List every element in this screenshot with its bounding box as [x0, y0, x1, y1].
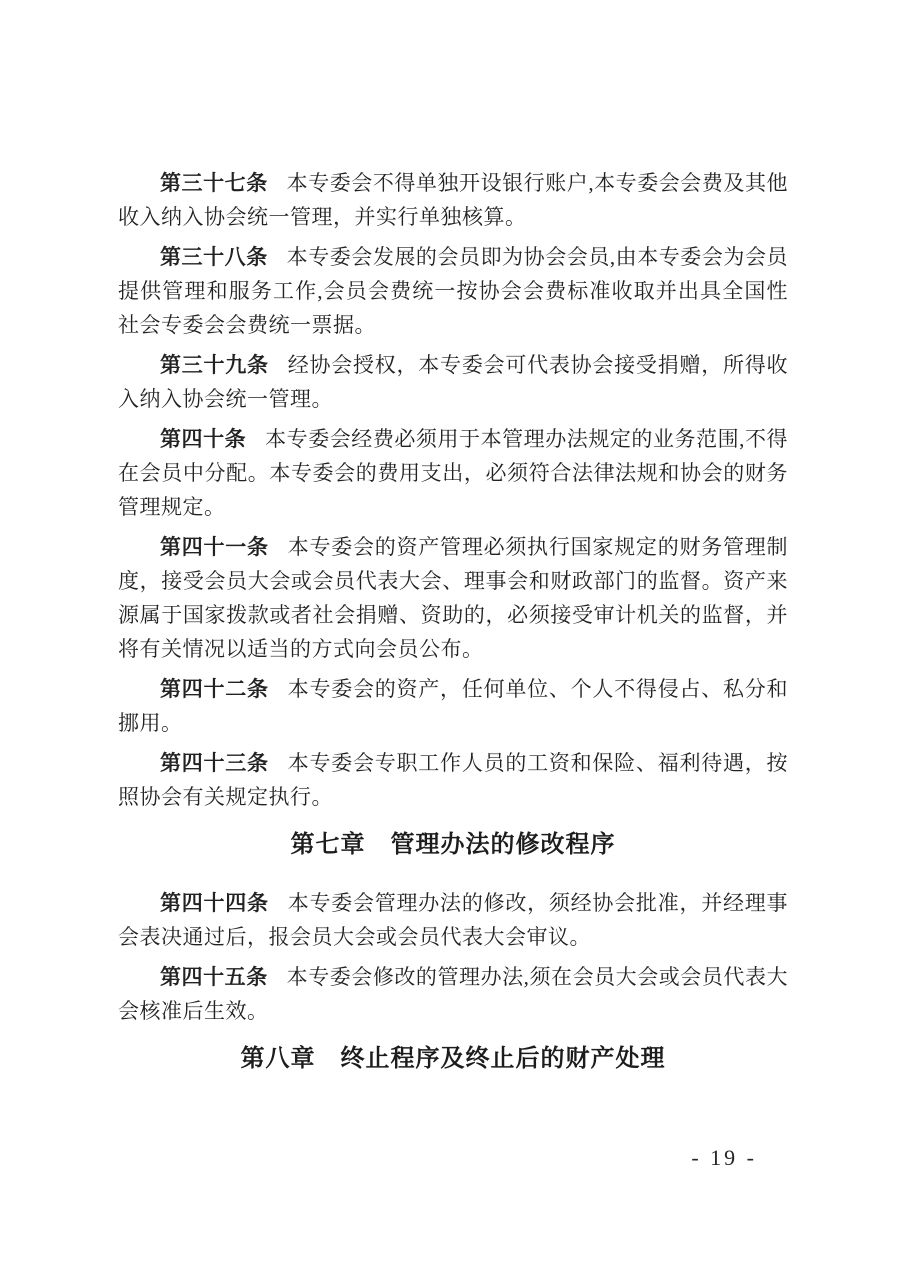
- article-39-number: 第三十九条: [160, 353, 269, 377]
- article-43: [118, 746, 788, 814]
- article-42: [118, 672, 788, 740]
- chapter-7-heading: 第七章 管理办法的修改程序: [290, 831, 616, 858]
- page-number: - 19 -: [691, 1145, 757, 1170]
- article-44: [118, 886, 788, 954]
- article-40-number: 第四十条: [160, 427, 247, 451]
- article-45: [118, 960, 788, 1028]
- article-38-number: 第三十八条: [160, 245, 268, 269]
- article-39: [118, 348, 788, 416]
- article-40-text: 本专委会经费必须用于本管理办法规定的业务范围,不得在会员中分配。本专委会的费用支出，必须符合法律法规和协会的财务管理规定。: [118, 427, 789, 519]
- article-41: [118, 530, 788, 666]
- article-41-number: 第四十一条: [160, 535, 269, 559]
- chapter-8-heading: 第八章 终止程序及终止后的财产处理: [240, 1045, 666, 1072]
- article-37: [118, 166, 788, 234]
- article-42-number: 第四十二条: [160, 677, 269, 701]
- article-43-text: 本专委会专职工作人员的工资和保险、福利待遇，按照协会有关规定执行。: [118, 751, 789, 809]
- article-38-text: 本专委会发展的会员即为协会会员,由本专委会为会员提供管理和服务工作,会员会费统一按协会会费标准收取并出具全国性社会专委会会费统一票据。: [118, 245, 789, 337]
- document-content: [118, 166, 788, 1100]
- article-39-text: 经协会授权，本专委会可代表协会接受捐赠，所得收入纳入协会统一管理。: [118, 353, 789, 411]
- article-44-text: 本专委会管理办法的修改，须经协会批准，并经理事会表决通过后，报会员大会或会员代表大会审议。: [118, 891, 789, 949]
- article-42-text: 本专委会的资产，任何单位、个人不得侵占、私分和挪用。: [118, 677, 789, 735]
- article-45-text: 本专委会修改的管理办法,须在会员大会或会员代表大会核准后生效。: [118, 965, 789, 1023]
- article-45-number: 第四十五条: [160, 965, 268, 989]
- article-44-number: 第四十四条: [160, 891, 269, 915]
- article-37-number: 第三十七条: [160, 171, 268, 195]
- article-41-text: 本专委会的资产管理必须执行国家规定的财务管理制度，接受会员大会或会员代表大会、理事会和财政部门的监督。资产来源属于国家拨款或者社会捐赠、资助的，必须接受审计机关的监督，并将有关情况以适当的方式向会员公布。: [118, 535, 789, 661]
- article-38: [118, 240, 788, 342]
- article-37-text: 本专委会不得单独开设银行账户,本专委会会费及其他收入纳入协会统一管理，并实行单独核算。: [118, 171, 789, 229]
- article-43-number: 第四十三条: [160, 751, 269, 775]
- article-40: [118, 422, 788, 524]
